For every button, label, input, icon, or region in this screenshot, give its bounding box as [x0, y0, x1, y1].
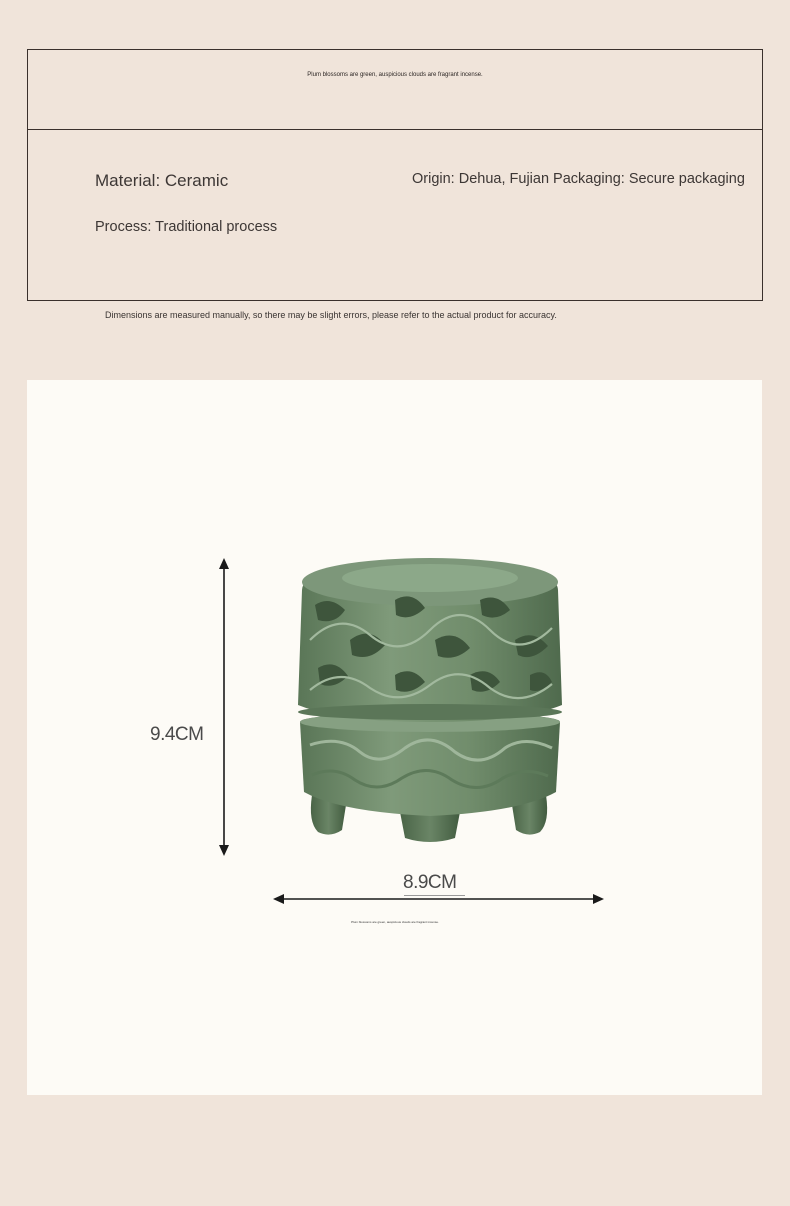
width-label-underline	[404, 895, 465, 896]
tagline: Plum blossoms are green, auspicious clouds are fragrant incense.	[307, 72, 483, 78]
product-caption: Plum blossoms are green, auspicious clouds are fragrant incense.	[351, 920, 439, 924]
height-arrow	[219, 558, 229, 856]
measurement-note: Dimensions are measured manually, so there may be slight errors, please refer to the actual product for accuracy.	[105, 310, 557, 320]
width-label: 8.9CM	[403, 872, 457, 893]
spec-process: Process: Traditional process	[95, 219, 278, 235]
spec-origin-packaging: Origin: Dehua, Fujian Packaging: Secure packaging	[412, 171, 745, 187]
incense-burner-icon	[298, 558, 562, 842]
spec-material: Material: Ceramic	[95, 171, 229, 190]
height-label: 9.4CM	[150, 724, 204, 745]
